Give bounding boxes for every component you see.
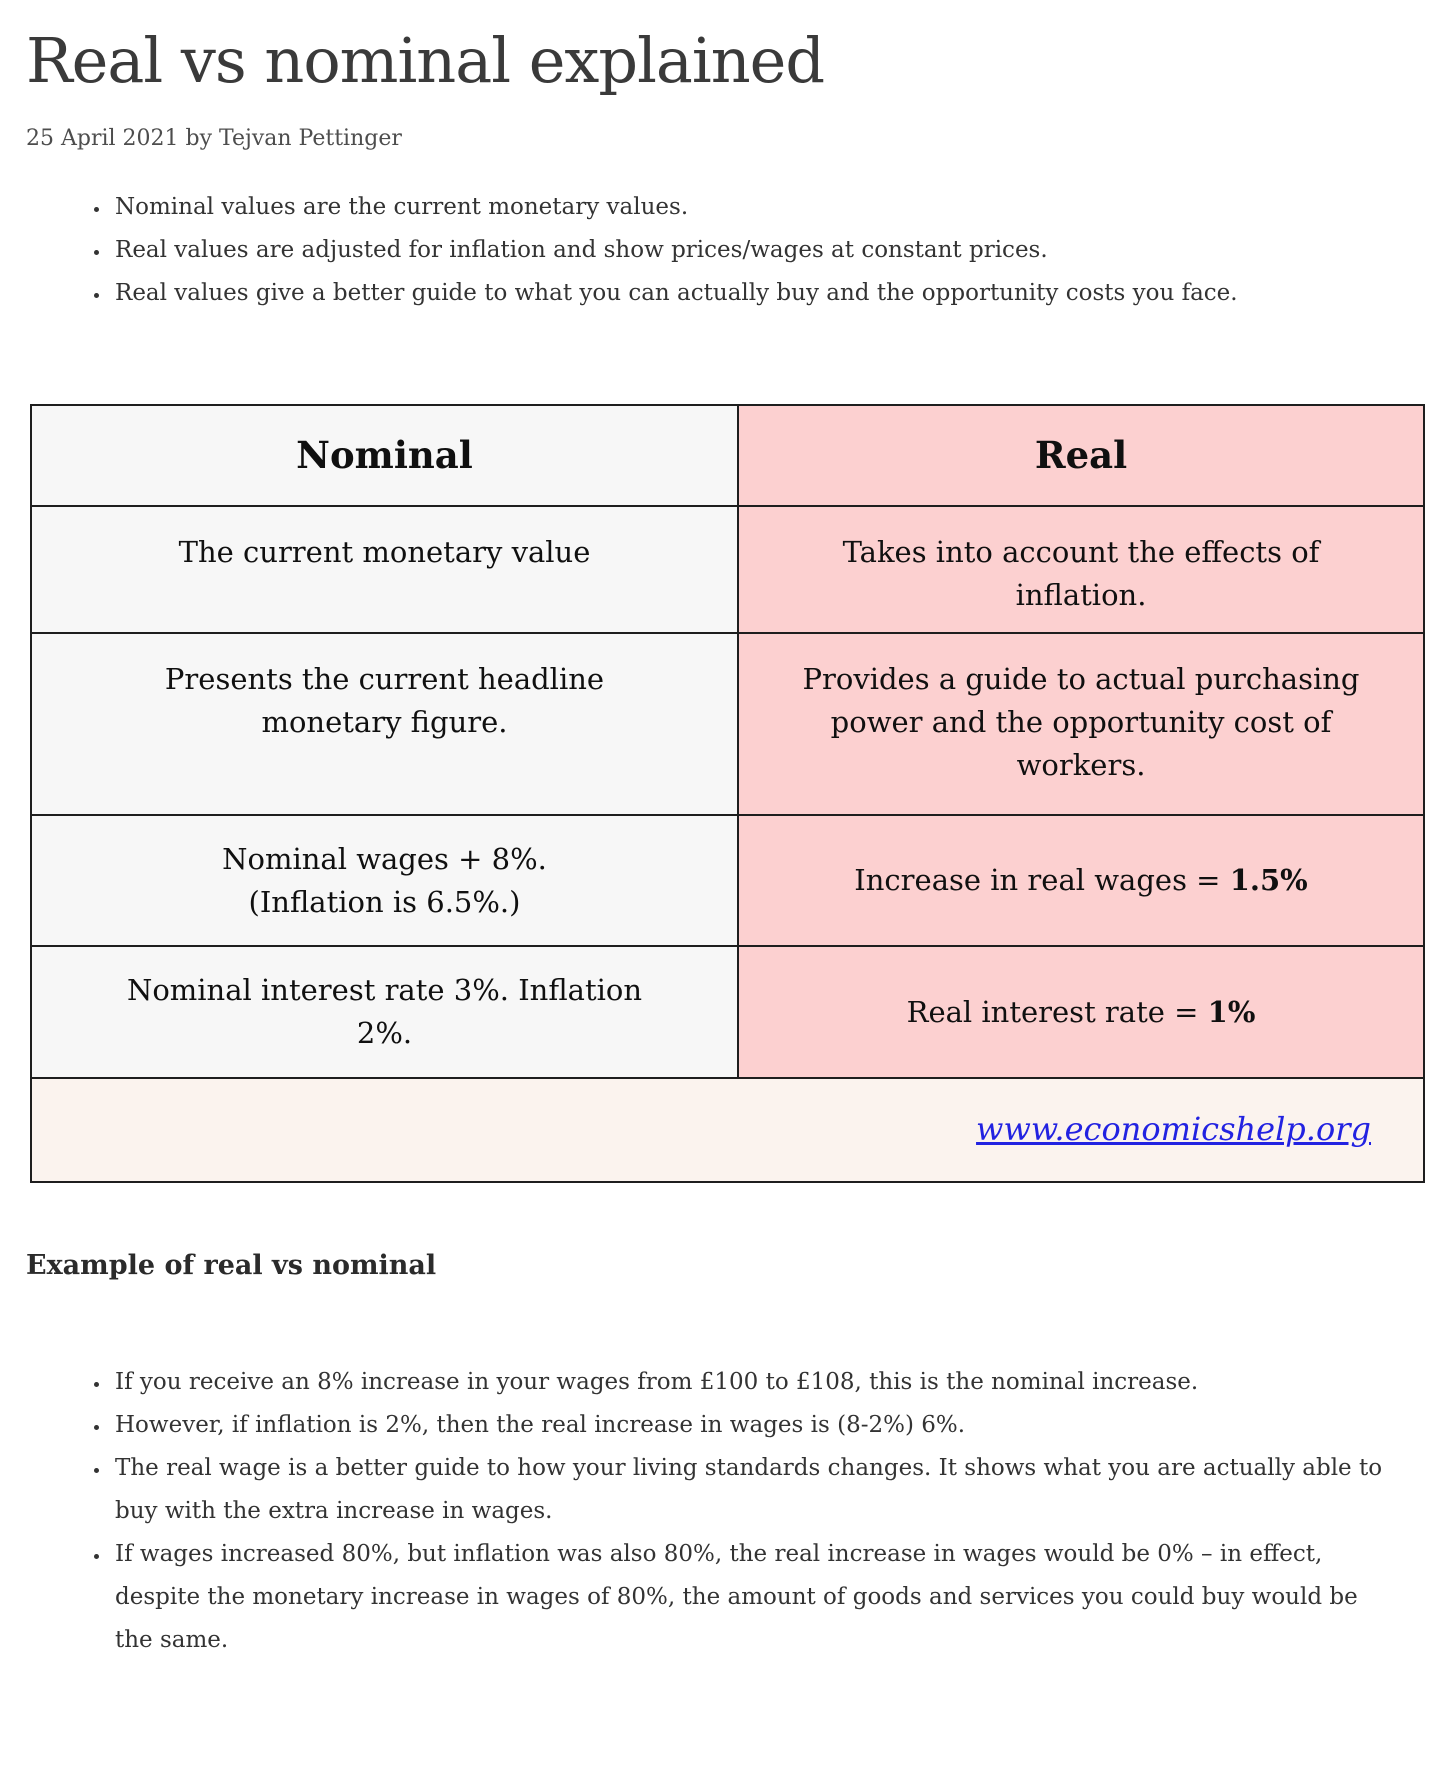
table-row (31, 815, 1424, 946)
table-row (31, 633, 1424, 815)
real-cell (738, 946, 1424, 1078)
list-item: • The real wage is a better guide to how your living standards changes. It shows what you are actually able to buy with the extra increase in wages. (111, 1447, 1398, 1533)
nominal-cell (31, 946, 738, 1078)
list-item: • Real values are adjusted for inflation and show prices/wages at constant prices. (111, 229, 1338, 272)
cell-value-bold: 1.5% (1229, 863, 1308, 897)
cell-line: monetary figure. (261, 705, 508, 739)
cell-line: The current monetary value (178, 535, 591, 569)
real-cell (738, 633, 1424, 815)
nominal-cell (31, 506, 738, 633)
cell-line: Provides a guide to actual purchasing (802, 662, 1360, 696)
nominal-cell (31, 633, 738, 815)
table-header-row (31, 405, 1424, 506)
intro-bullet-list (26, 186, 1338, 315)
list-item: • If you receive an 8% increase in your wages from £100 to £108, this is the nominal increase. (111, 1361, 1398, 1404)
cell-line: power and the opportunity cost of (830, 705, 1332, 739)
cell-line: 2%. (356, 1016, 413, 1050)
cell-line (759, 991, 1403, 1034)
example-heading: Example of real vs nominal (26, 1250, 437, 1281)
cell-line (759, 859, 1403, 902)
nominal-cell (31, 815, 738, 946)
table-row (31, 946, 1424, 1078)
cell-line: inflation. (1015, 578, 1147, 612)
cell-text: Real interest rate = (906, 994, 1208, 1029)
list-item: • Real values give a better guide to what you can actually buy and the opportunity costs you face. (111, 272, 1338, 315)
list-item: • If wages increased 80%, but inflation was also 80%, the real increase in wages would be 0% – in effect, despite the monetary increase in wages of 80%, the amount of goods and services you could buy would be the same. (111, 1533, 1398, 1662)
cell-line: Takes into account the effects of (842, 535, 1320, 569)
page-title: Real vs nominal explained (26, 24, 825, 97)
cell-line: workers. (1016, 748, 1146, 782)
cell-line: Nominal interest rate 3%. Inflation (126, 973, 643, 1007)
nominal-header-cell: Nominal (31, 405, 738, 506)
byline: 25 April 2021 by Tejvan Pettinger (26, 126, 402, 151)
cell-line: Presents the current headline (164, 662, 605, 696)
cell-value-bold: 1% (1207, 994, 1256, 1029)
list-item: • However, if inflation is 2%, then the real increase in wages is (8-2%) 6%. (111, 1404, 1398, 1447)
real-header-cell: Real (738, 405, 1424, 506)
real-vs-nominal-table (30, 404, 1425, 1183)
cell-line: (Inflation is 6.5%.) (248, 884, 521, 919)
example-bullet-list (26, 1361, 1398, 1662)
table-footer-row (31, 1078, 1424, 1182)
cell-line: Nominal wages + 8%. (222, 841, 547, 876)
list-item: • Nominal values are the current monetary values. (111, 186, 1338, 229)
real-cell (738, 506, 1424, 633)
article (0, 26, 1456, 1662)
table-footer-cell (31, 1078, 1424, 1182)
economicshelp-link[interactable]: www.economicshelp.org (976, 1110, 1371, 1148)
cell-text: Increase in real wages = (854, 863, 1230, 897)
table-row (31, 506, 1424, 633)
real-cell (738, 815, 1424, 946)
